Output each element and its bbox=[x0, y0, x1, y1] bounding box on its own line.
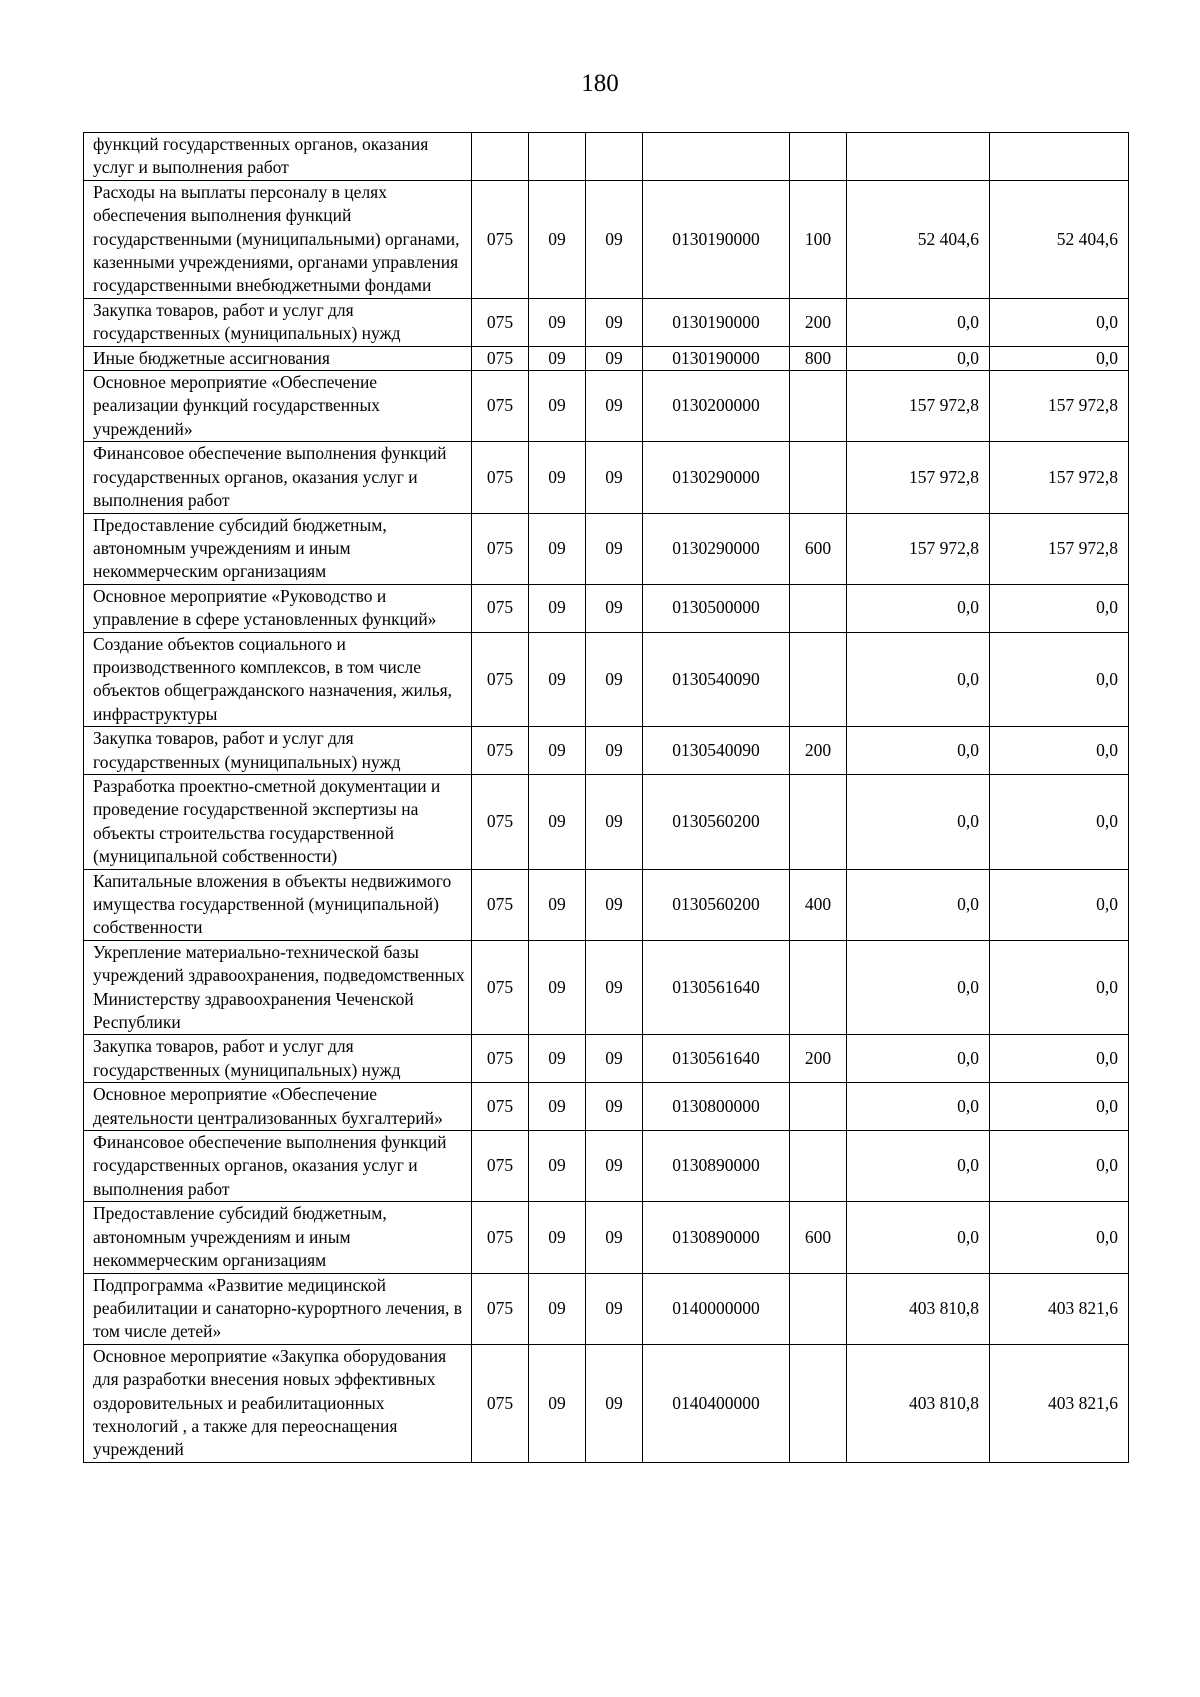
table-row bbox=[84, 774, 1129, 869]
pr-cell: 09 bbox=[586, 1273, 643, 1344]
table-row bbox=[84, 513, 1129, 584]
csr-cell: 0130500000 bbox=[643, 584, 790, 632]
gr-cell: 075 bbox=[472, 1131, 529, 1202]
gr-cell: 075 bbox=[472, 632, 529, 727]
sum-2-cell: 0,0 bbox=[990, 1083, 1129, 1131]
vr-cell: 600 bbox=[790, 513, 847, 584]
csr-cell: 0130200000 bbox=[643, 371, 790, 442]
sum-1-cell: 0,0 bbox=[847, 298, 990, 346]
table-row bbox=[84, 1344, 1129, 1462]
gr-cell: 075 bbox=[472, 869, 529, 940]
rz-cell: 09 bbox=[529, 1083, 586, 1131]
table-row bbox=[84, 940, 1129, 1035]
row-name-cell: Расходы на выплаты персоналу в целях обеспечения выполнения функций государственными (муниципальными) органами, казенными учреждениями, органами управления государственными внебюджетными фондами bbox=[84, 180, 472, 298]
gr-cell: 075 bbox=[472, 371, 529, 442]
row-name-cell: Капитальные вложения в объекты недвижимого имущества государственной (муниципальной) собственности bbox=[84, 869, 472, 940]
csr-cell: 0130800000 bbox=[643, 1083, 790, 1131]
vr-cell bbox=[790, 584, 847, 632]
vr-cell bbox=[790, 371, 847, 442]
sum-1-cell: 0,0 bbox=[847, 1202, 990, 1273]
row-name-cell: Основное мероприятие «Обеспечение деятельности централизованных бухгалтерий» bbox=[84, 1083, 472, 1131]
rz-cell: 09 bbox=[529, 442, 586, 513]
sum-1-cell: 0,0 bbox=[847, 1035, 990, 1083]
pr-cell: 09 bbox=[586, 869, 643, 940]
sum-2-cell: 403 821,6 bbox=[990, 1273, 1129, 1344]
row-name-cell: Закупка товаров, работ и услуг для государственных (муниципальных) нужд bbox=[84, 298, 472, 346]
sum-1-cell: 0,0 bbox=[847, 1083, 990, 1131]
rz-cell: 09 bbox=[529, 513, 586, 584]
gr-cell: 075 bbox=[472, 1273, 529, 1344]
vr-cell: 200 bbox=[790, 727, 847, 775]
sum-1-cell: 0,0 bbox=[847, 346, 990, 370]
table-row bbox=[84, 632, 1129, 727]
sum-2-cell: 157 972,8 bbox=[990, 442, 1129, 513]
pr-cell: 09 bbox=[586, 346, 643, 370]
rz-cell bbox=[529, 133, 586, 181]
gr-cell: 075 bbox=[472, 1202, 529, 1273]
gr-cell: 075 bbox=[472, 513, 529, 584]
rz-cell: 09 bbox=[529, 1035, 586, 1083]
table-row bbox=[84, 298, 1129, 346]
pr-cell: 09 bbox=[586, 513, 643, 584]
row-name-cell: функций государственных органов, оказания услуг и выполнения работ bbox=[84, 133, 472, 181]
rz-cell: 09 bbox=[529, 1273, 586, 1344]
gr-cell: 075 bbox=[472, 346, 529, 370]
vr-cell bbox=[790, 442, 847, 513]
vr-cell bbox=[790, 632, 847, 727]
csr-cell: 0130290000 bbox=[643, 442, 790, 513]
csr-cell: 0130190000 bbox=[643, 298, 790, 346]
vr-cell bbox=[790, 1083, 847, 1131]
budget-table-body bbox=[84, 133, 1129, 1463]
sum-1-cell bbox=[847, 133, 990, 181]
table-row bbox=[84, 346, 1129, 370]
table-row bbox=[84, 1273, 1129, 1344]
pr-cell: 09 bbox=[586, 1035, 643, 1083]
vr-cell bbox=[790, 1131, 847, 1202]
pr-cell: 09 bbox=[586, 371, 643, 442]
row-name-cell: Финансовое обеспечение выполнения функций государственных органов, оказания услуг и выполнения работ bbox=[84, 1131, 472, 1202]
gr-cell bbox=[472, 133, 529, 181]
row-name-cell: Основное мероприятие «Закупка оборудования для разработки внесения новых эффективных оздоровительных и реабилитационных технологий , а также для переоснащения учреждений bbox=[84, 1344, 472, 1462]
sum-2-cell: 52 404,6 bbox=[990, 180, 1129, 298]
sum-1-cell: 403 810,8 bbox=[847, 1273, 990, 1344]
gr-cell: 075 bbox=[472, 1344, 529, 1462]
pr-cell: 09 bbox=[586, 1083, 643, 1131]
vr-cell: 600 bbox=[790, 1202, 847, 1273]
vr-cell bbox=[790, 1344, 847, 1462]
table-row bbox=[84, 1202, 1129, 1273]
csr-cell: 0130290000 bbox=[643, 513, 790, 584]
sum-2-cell: 0,0 bbox=[990, 869, 1129, 940]
table-row bbox=[84, 727, 1129, 775]
row-name-cell: Подпрограмма «Развитие медицинской реабилитации и санаторно-курортного лечения, в том числе детей» bbox=[84, 1273, 472, 1344]
pr-cell: 09 bbox=[586, 298, 643, 346]
sum-2-cell: 0,0 bbox=[990, 940, 1129, 1035]
sum-1-cell: 403 810,8 bbox=[847, 1344, 990, 1462]
sum-2-cell: 0,0 bbox=[990, 1202, 1129, 1273]
row-name-cell: Финансовое обеспечение выполнения функций государственных органов, оказания услуг и выполнения работ bbox=[84, 442, 472, 513]
gr-cell: 075 bbox=[472, 727, 529, 775]
vr-cell bbox=[790, 133, 847, 181]
page-number: 180 bbox=[581, 70, 619, 97]
sum-1-cell: 52 404,6 bbox=[847, 180, 990, 298]
table-row bbox=[84, 1083, 1129, 1131]
gr-cell: 075 bbox=[472, 442, 529, 513]
gr-cell: 075 bbox=[472, 1083, 529, 1131]
pr-cell: 09 bbox=[586, 774, 643, 869]
gr-cell: 075 bbox=[472, 1035, 529, 1083]
csr-cell: 0130560200 bbox=[643, 774, 790, 869]
csr-cell: 0130190000 bbox=[643, 346, 790, 370]
vr-cell bbox=[790, 1273, 847, 1344]
row-name-cell: Иные бюджетные ассигнования bbox=[84, 346, 472, 370]
sum-2-cell: 0,0 bbox=[990, 346, 1129, 370]
row-name-cell: Основное мероприятие «Руководство и управление в сфере установленных функций» bbox=[84, 584, 472, 632]
sum-1-cell: 0,0 bbox=[847, 584, 990, 632]
table-row bbox=[84, 371, 1129, 442]
gr-cell: 075 bbox=[472, 774, 529, 869]
pr-cell: 09 bbox=[586, 1131, 643, 1202]
vr-cell: 400 bbox=[790, 869, 847, 940]
sum-1-cell: 0,0 bbox=[847, 869, 990, 940]
sum-1-cell: 0,0 bbox=[847, 1131, 990, 1202]
csr-cell: 0130561640 bbox=[643, 940, 790, 1035]
sum-2-cell: 0,0 bbox=[990, 584, 1129, 632]
pr-cell bbox=[586, 133, 643, 181]
vr-cell: 200 bbox=[790, 298, 847, 346]
vr-cell: 100 bbox=[790, 180, 847, 298]
pr-cell: 09 bbox=[586, 632, 643, 727]
csr-cell: 0130890000 bbox=[643, 1131, 790, 1202]
pr-cell: 09 bbox=[586, 584, 643, 632]
sum-2-cell bbox=[990, 133, 1129, 181]
row-name-cell: Создание объектов социального и производственного комплексов, в том числе объектов общегражданского назначения, жилья, инфраструктуры bbox=[84, 632, 472, 727]
vr-cell bbox=[790, 774, 847, 869]
gr-cell: 075 bbox=[472, 940, 529, 1035]
csr-cell: 0130561640 bbox=[643, 1035, 790, 1083]
csr-cell: 0140000000 bbox=[643, 1273, 790, 1344]
rz-cell: 09 bbox=[529, 180, 586, 298]
rz-cell: 09 bbox=[529, 632, 586, 727]
sum-1-cell: 157 972,8 bbox=[847, 371, 990, 442]
table-row bbox=[84, 584, 1129, 632]
gr-cell: 075 bbox=[472, 298, 529, 346]
sum-2-cell: 157 972,8 bbox=[990, 513, 1129, 584]
sum-1-cell: 0,0 bbox=[847, 940, 990, 1035]
sum-2-cell: 0,0 bbox=[990, 727, 1129, 775]
rz-cell: 09 bbox=[529, 298, 586, 346]
rz-cell: 09 bbox=[529, 940, 586, 1035]
sum-2-cell: 0,0 bbox=[990, 632, 1129, 727]
row-name-cell: Предоставление субсидий бюджетным, автономным учреждениям и иным некоммерческим организациям bbox=[84, 1202, 472, 1273]
vr-cell: 800 bbox=[790, 346, 847, 370]
rz-cell: 09 bbox=[529, 1202, 586, 1273]
budget-table bbox=[83, 132, 1129, 1463]
table-row bbox=[84, 1035, 1129, 1083]
row-name-cell: Основное мероприятие «Обеспечение реализации функций государственных учреждений» bbox=[84, 371, 472, 442]
pr-cell: 09 bbox=[586, 940, 643, 1035]
table-row bbox=[84, 869, 1129, 940]
gr-cell: 075 bbox=[472, 180, 529, 298]
gr-cell: 075 bbox=[472, 584, 529, 632]
sum-2-cell: 0,0 bbox=[990, 774, 1129, 869]
rz-cell: 09 bbox=[529, 869, 586, 940]
sum-1-cell: 157 972,8 bbox=[847, 513, 990, 584]
csr-cell: 0130540090 bbox=[643, 632, 790, 727]
pr-cell: 09 bbox=[586, 1344, 643, 1462]
csr-cell: 0130560200 bbox=[643, 869, 790, 940]
sum-2-cell: 157 972,8 bbox=[990, 371, 1129, 442]
pr-cell: 09 bbox=[586, 1202, 643, 1273]
sum-1-cell: 0,0 bbox=[847, 727, 990, 775]
rz-cell: 09 bbox=[529, 774, 586, 869]
sum-1-cell: 0,0 bbox=[847, 774, 990, 869]
sum-2-cell: 403 821,6 bbox=[990, 1344, 1129, 1462]
row-name-cell: Закупка товаров, работ и услуг для государственных (муниципальных) нужд bbox=[84, 727, 472, 775]
pr-cell: 09 bbox=[586, 727, 643, 775]
row-name-cell: Закупка товаров, работ и услуг для государственных (муниципальных) нужд bbox=[84, 1035, 472, 1083]
rz-cell: 09 bbox=[529, 1131, 586, 1202]
rz-cell: 09 bbox=[529, 584, 586, 632]
rz-cell: 09 bbox=[529, 727, 586, 775]
rz-cell: 09 bbox=[529, 1344, 586, 1462]
table-row bbox=[84, 180, 1129, 298]
sum-2-cell: 0,0 bbox=[990, 1035, 1129, 1083]
table-row bbox=[84, 1131, 1129, 1202]
sum-2-cell: 0,0 bbox=[990, 1131, 1129, 1202]
table-row bbox=[84, 133, 1129, 181]
csr-cell: 0140400000 bbox=[643, 1344, 790, 1462]
row-name-cell: Укрепление материально-технической базы учреждений здравоохранения, подведомственных Министерству здравоохранения Чеченской Республики bbox=[84, 940, 472, 1035]
sum-2-cell: 0,0 bbox=[990, 298, 1129, 346]
row-name-cell: Разработка проектно-сметной документации и проведение государственной экспертизы на объекты строительства государственной (муниципальной собственности) bbox=[84, 774, 472, 869]
csr-cell: 0130890000 bbox=[643, 1202, 790, 1273]
vr-cell: 200 bbox=[790, 1035, 847, 1083]
csr-cell: 0130540090 bbox=[643, 727, 790, 775]
sum-1-cell: 0,0 bbox=[847, 632, 990, 727]
row-name-cell: Предоставление субсидий бюджетным, автономным учреждениям и иным некоммерческим организациям bbox=[84, 513, 472, 584]
csr-cell: 0130190000 bbox=[643, 180, 790, 298]
vr-cell bbox=[790, 940, 847, 1035]
rz-cell: 09 bbox=[529, 346, 586, 370]
pr-cell: 09 bbox=[586, 180, 643, 298]
pr-cell: 09 bbox=[586, 442, 643, 513]
csr-cell bbox=[643, 133, 790, 181]
sum-1-cell: 157 972,8 bbox=[847, 442, 990, 513]
table-row bbox=[84, 442, 1129, 513]
rz-cell: 09 bbox=[529, 371, 586, 442]
